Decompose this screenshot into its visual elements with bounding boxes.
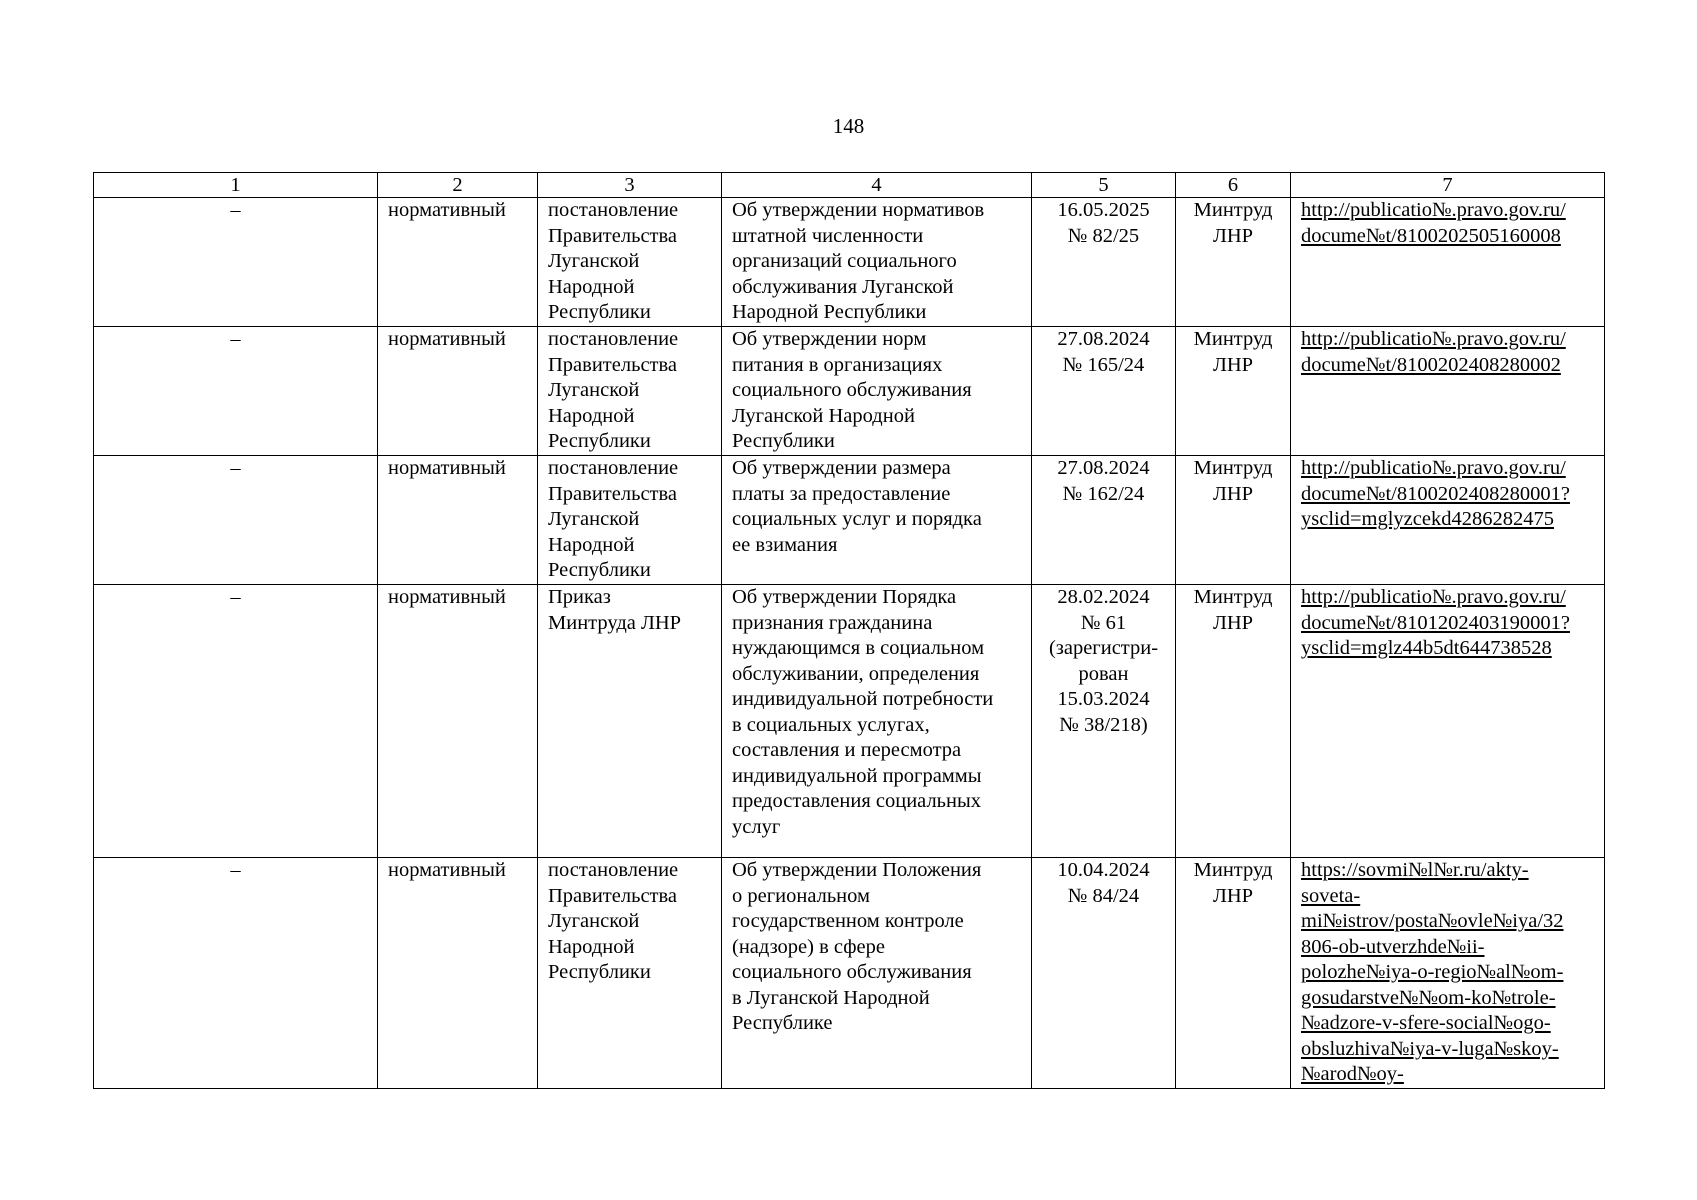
act-kind-line: Республики xyxy=(548,301,651,323)
act-link-line: https://sovmi№l№r.ru/akty- xyxy=(1301,859,1529,881)
act-title-line: социального обслуживания xyxy=(732,961,972,983)
column-header: 7 xyxy=(1291,173,1605,198)
act-kind-line: Народной xyxy=(548,935,635,958)
act-org-line: Минтруд xyxy=(1193,328,1273,350)
act-kind-line: постановление xyxy=(548,328,679,350)
act-title-line: Республике xyxy=(732,1012,833,1034)
act-org-cell xyxy=(1176,327,1291,456)
column-header: 1 xyxy=(94,173,378,198)
act-title-cell xyxy=(722,327,1032,456)
act-link-line: docume№t/8100202505160008 xyxy=(1301,224,1561,247)
act-date-line: 15.03.2024 xyxy=(1057,688,1150,710)
act-type-cell xyxy=(378,858,538,1089)
table-row xyxy=(94,858,1605,1089)
act-link-line: http://publicatio№.pravo.gov.ru/ xyxy=(1301,199,1566,221)
act-org-line: Минтруд xyxy=(1193,199,1273,221)
document-link[interactable] xyxy=(1301,858,1594,1088)
act-kind-line: постановление xyxy=(548,859,679,881)
act-title-cell xyxy=(722,858,1032,1089)
act-title-line: Республики xyxy=(732,430,835,452)
row-number: – xyxy=(230,586,241,608)
act-title-line: государственном контроле xyxy=(732,910,964,932)
act-title-line: социального обслуживания xyxy=(732,379,972,401)
act-type: нормативный xyxy=(388,328,506,350)
column-header: 3 xyxy=(538,173,722,198)
act-link-cell xyxy=(1291,858,1605,1089)
act-org-cell xyxy=(1176,858,1291,1089)
act-title-line: ее взимания xyxy=(732,533,838,556)
act-title-line: Об утверждении размера xyxy=(732,457,951,479)
act-kind-line: Приказ xyxy=(548,586,611,608)
act-kind-line: Правительства xyxy=(548,884,678,907)
act-title-line: Об утверждении Порядка xyxy=(732,586,957,608)
act-date-line: рован xyxy=(1078,662,1129,685)
act-org-line: Минтруд xyxy=(1193,457,1273,479)
act-title-line: признания гражданина xyxy=(732,611,933,634)
row-number-cell xyxy=(94,585,378,858)
page-number: 148 xyxy=(832,114,865,138)
column-header: 2 xyxy=(378,173,538,198)
act-kind-line: Правительства xyxy=(548,224,678,247)
act-title-line: (надзоре) в сфере xyxy=(732,935,885,958)
act-link-cell xyxy=(1291,198,1605,327)
act-kind-line: постановление xyxy=(548,457,679,479)
act-link-cell xyxy=(1291,456,1605,585)
act-type-cell xyxy=(378,327,538,456)
row-number-cell xyxy=(94,858,378,1089)
act-title-line: питания в организациях xyxy=(732,353,943,376)
act-kind-line: Правительства xyxy=(548,353,678,376)
act-link-line: №arod№oy- xyxy=(1301,1063,1404,1085)
act-type-cell xyxy=(378,585,538,858)
document-link[interactable] xyxy=(1301,198,1594,249)
act-org-line: ЛНР xyxy=(1212,611,1254,634)
row-number: – xyxy=(230,859,241,881)
column-header: 5 xyxy=(1032,173,1176,198)
act-link-line: docume№t/8100202408280001? xyxy=(1301,482,1570,505)
act-title-line: в социальных услугах, xyxy=(732,713,930,736)
act-org-line: ЛНР xyxy=(1212,224,1254,247)
act-title-line: платы за предоставление xyxy=(732,482,951,505)
act-link-line: polozhe№iya-o-regio№al№om- xyxy=(1301,961,1564,983)
act-kind-cell xyxy=(538,858,722,1089)
row-number-cell xyxy=(94,198,378,327)
row-number: – xyxy=(230,199,241,221)
act-date-line: № 61 xyxy=(1080,611,1127,634)
act-link-line: ysclid=mglz44b5dt644738528 xyxy=(1301,637,1552,659)
act-link-line: mi№istrov/posta№ovle№iya/32 xyxy=(1301,910,1564,932)
act-kind-line: Республики xyxy=(548,559,651,581)
act-link-line: obsluzhiva№iya-v-luga№skoy- xyxy=(1301,1037,1559,1060)
act-title-line: индивидуальной программы xyxy=(732,764,982,787)
act-title-line: о региональном xyxy=(732,884,870,907)
column-number-row xyxy=(94,173,1605,198)
act-date-line: 10.04.2024 xyxy=(1057,859,1150,881)
act-link-line: docume№t/8101202403190001? xyxy=(1301,611,1570,634)
table-row xyxy=(94,585,1605,858)
act-date-line: № 82/25 xyxy=(1067,224,1140,247)
act-link-line: №adzore-v-sfere-social№ogo- xyxy=(1301,1012,1551,1034)
act-title-line: услуг xyxy=(732,815,781,838)
act-org-line: Минтруд xyxy=(1193,586,1273,608)
act-date-cell xyxy=(1032,198,1176,327)
act-org-cell xyxy=(1176,585,1291,858)
act-org-line: Минтруд xyxy=(1193,859,1273,881)
act-date-line: 27.08.2024 xyxy=(1057,328,1150,350)
act-link-line: http://publicatio№.pravo.gov.ru/ xyxy=(1301,457,1566,479)
act-kind-line: Народной xyxy=(548,275,635,298)
act-title-line: предоставления социальных xyxy=(732,790,982,812)
act-kind-line: Народной xyxy=(548,404,635,427)
act-type-cell xyxy=(378,198,538,327)
act-title-line: Об утверждении Положения xyxy=(732,859,982,881)
act-date-line: 27.08.2024 xyxy=(1057,457,1150,479)
act-link-line: 806-ob-utverzhde№ii- xyxy=(1301,935,1485,958)
act-date-line: 16.05.2025 xyxy=(1057,199,1150,221)
act-kind-line: Республики xyxy=(548,961,651,983)
act-title-line: индивидуальной потребности xyxy=(732,688,994,710)
act-date-line: (зарегистри- xyxy=(1048,637,1159,659)
act-type: нормативный xyxy=(388,457,506,479)
act-date-cell xyxy=(1032,456,1176,585)
act-title-line: Об утверждении нормативов xyxy=(732,199,985,221)
act-date-line: № 165/24 xyxy=(1062,353,1145,376)
column-header: 4 xyxy=(722,173,1032,198)
document-link[interactable] xyxy=(1301,456,1594,533)
row-number-cell xyxy=(94,327,378,456)
act-link-cell xyxy=(1291,327,1605,456)
act-date-cell xyxy=(1032,858,1176,1089)
act-kind-cell xyxy=(538,198,722,327)
act-link-line: docume№t/8100202408280002 xyxy=(1301,353,1561,376)
row-number-cell xyxy=(94,456,378,585)
act-kind-line: Правительства xyxy=(548,482,678,505)
act-org-line: ЛНР xyxy=(1212,884,1254,907)
act-date-cell xyxy=(1032,327,1176,456)
act-title-cell xyxy=(722,198,1032,327)
act-kind-line: Республики xyxy=(548,430,651,452)
act-kind-line: Луганской xyxy=(548,508,640,530)
act-kind-line: Луганской xyxy=(548,379,640,401)
act-title-line: штатной численности xyxy=(732,224,924,247)
table-row xyxy=(94,198,1605,327)
act-kind-line: Народной xyxy=(548,533,635,556)
act-kind-cell xyxy=(538,585,722,858)
act-type: нормативный xyxy=(388,199,506,221)
act-title-line: социальных услуг и порядка xyxy=(732,508,982,530)
act-kind-line: Луганской xyxy=(548,250,640,272)
act-org-line: ЛНР xyxy=(1212,353,1254,376)
act-date-line: № 38/218) xyxy=(1059,713,1148,736)
registry-table xyxy=(93,172,1605,1089)
act-org-cell xyxy=(1176,198,1291,327)
act-kind-line: постановление xyxy=(548,199,679,221)
act-kind-cell xyxy=(538,327,722,456)
act-type: нормативный xyxy=(388,586,506,608)
act-title-line: Об утверждении норм xyxy=(732,328,927,350)
act-kind-cell xyxy=(538,456,722,585)
act-title-line: обслуживания Луганской xyxy=(732,275,954,298)
act-title-line: обслуживании, определения xyxy=(732,662,980,685)
act-title-line: составления и пересмотра xyxy=(732,739,962,761)
act-link-line: soveta- xyxy=(1301,884,1361,907)
act-kind-line: Луганской xyxy=(548,910,640,932)
table-row xyxy=(94,327,1605,456)
act-title-line: организаций социального xyxy=(732,250,957,272)
act-link-line: http://publicatio№.pravo.gov.ru/ xyxy=(1301,328,1566,350)
act-link-cell xyxy=(1291,585,1605,858)
act-type-cell xyxy=(378,456,538,585)
document-link[interactable] xyxy=(1301,585,1594,662)
table-row xyxy=(94,456,1605,585)
act-link-line: gosudarstve№№om-ko№trole- xyxy=(1301,986,1556,1009)
column-header: 6 xyxy=(1176,173,1291,198)
act-org-line: ЛНР xyxy=(1212,482,1254,505)
act-type: нормативный xyxy=(388,859,506,881)
act-title-line: Народной Республики xyxy=(732,301,927,323)
act-title-line: нуждающимся в социальном xyxy=(732,637,985,659)
act-date-line: № 162/24 xyxy=(1062,482,1145,505)
act-date-cell xyxy=(1032,585,1176,858)
act-title-cell xyxy=(722,585,1032,858)
act-title-cell xyxy=(722,456,1032,585)
act-date-line: 28.02.2024 xyxy=(1057,586,1150,608)
act-org-cell xyxy=(1176,456,1291,585)
act-title-line: Луганской Народной xyxy=(732,404,915,427)
document-link[interactable] xyxy=(1301,327,1594,378)
act-title-line: в Луганской Народной xyxy=(732,986,930,1009)
row-number: – xyxy=(230,457,241,479)
act-link-line: http://publicatio№.pravo.gov.ru/ xyxy=(1301,586,1566,608)
act-date-line: № 84/24 xyxy=(1067,884,1140,907)
act-kind-line: Минтруда ЛНР xyxy=(548,611,682,634)
row-number: – xyxy=(230,328,241,350)
act-link-line: ysclid=mglyzcekd4286282475 xyxy=(1301,508,1554,530)
